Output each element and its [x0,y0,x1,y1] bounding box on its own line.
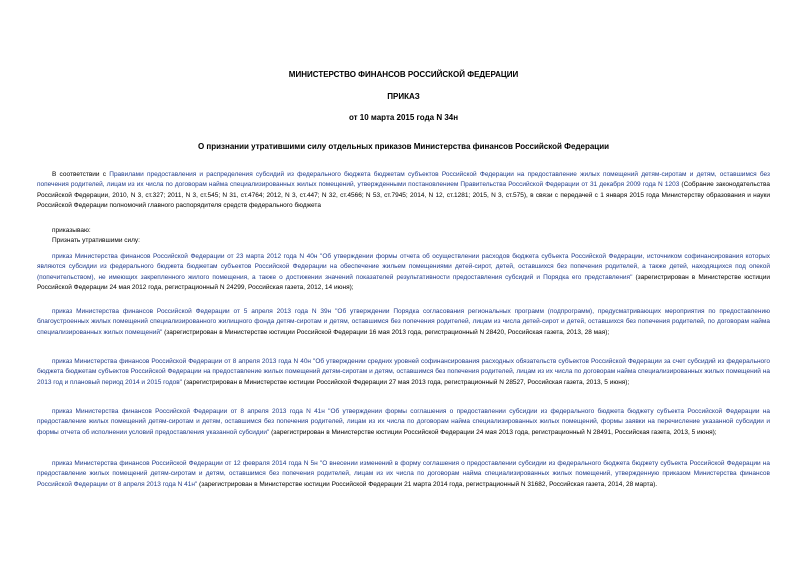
document-title: О признании утратившими силу отдельных приказов Министерства финансов Российской Федерации [197,142,610,151]
order-link[interactable]: приказ Министерства финансов Российской Федерации от 8 апреля 2013 года N 40н "Об утверждении средних уровней софинансирования расходных обязательств субъектов Российской Федерации за счет субсидий из федерального бюджета бюджетам субъектов Российской Федерации на предоставление жилых помещений детям-сиротам и детям, оставшимся без попечения родителей, лицам из их числа по договорам найма специализированных жилых помещений на 2013 год и плановый период 2014 и 2015 годов" [37,358,770,386]
order-details: (зарегистрирован в Министерстве юстиции Российской Федерации 24 мая 2013 года, регистрационный N 28491, Российская газета, 2013, 5 июня); [269,428,717,436]
order-link[interactable]: приказ Министерства финансов Российской Федерации от 12 февраля 2014 года N 5н "О внесении изменений в форму соглашения о предоставлении субсидии из федерального бюджета бюджету субъекта Российской Федерации на предоставление жилых помещений детям-сиротам и детям, оставшимся без попечения родителей, лицам из их числа по договорам найма специализированных жилых помещений, утвержденную приказом Министерства финансов Российской Федерации от 8 апреля 2013 года N 41н" [37,460,770,488]
rules-link[interactable]: Правилами предоставления и распределения субсидий из федерального бюджета бюджетам субъектов Российской Федерации на предоставление жилых помещений детям-сиротам и детям, оставшимся без попечения родителей, лицам из их числа по договорам найма специализированных жилых помещений, утвержденными постановлением Правительства Российской Федерации от 31 декабря 2009 года N 1203 [37,171,771,189]
list-item [37,307,770,338]
preamble-text-end: (Собрание законодательства Российской Федерации, 2010, N 3, ст.327; 2011, N 3, ст.545; N 31, ст.4764; 2012, N 3, ст.447; N 32, ст.4566; N 53, ст.7945; 2014, N 12, ст.1281; 2015, N 3, ст.575), в связи с передачей с 1 января 2015 года Министерству образования и науки Российской Федерации полномочий главного распорядителя средств федерального бюджета [37,181,770,209]
ministry-heading: МИНИСТЕРСТВО ФИНАНСОВ РОССИЙСКОЙ ФЕДЕРАЦИИ [288,70,519,79]
orders-text: приказываю: [52,227,91,234]
list-item [37,459,770,490]
doc-type-heading: ПРИКАЗ [387,92,420,101]
order-details: (зарегистрирован в Министерстве юстиции Российской Федерации 27 мая 2013 года, регистрационный N 28527, Российская газета, 2013, 5 июня); [181,378,630,386]
order-link[interactable]: приказ Министерства финансов Российской Федерации от 8 апреля 2013 года N 41н "Об утверждении формы соглашения о предоставлении субсидии из федерального бюджета бюджету субъекта Российской Федерации на предоставление жилых помещений детям-сиротам и детям, оставшимся без попечения родителей, лицам из их числа по договорам найма специализированных жилых помещений, формы заявки на перечисление указанной субсидии и формы отчета об исполнении условий предоставления указанной субсидии" [37,408,770,436]
list-item [37,357,770,388]
preamble-paragraph [37,170,770,211]
preamble-text-start: В соответствии с [52,171,110,178]
date-number-heading: от 10 марта 2015 года N 34н [348,113,459,122]
order-details: (зарегистрирован в Министерстве юстиции Российской Федерации 24 мая 2012 года, регистрационный N 24299, Российская газета, 2012, 14 июня); [37,273,771,291]
list-item [37,252,770,293]
order-link[interactable]: приказ Министерства финансов Российской Федерации от 23 марта 2012 года N 40н "Об утверждении формы отчета об осуществлении расходов бюджета субъекта Российской Федерации, источником софинансирования которых являются субсидии из федерального бюджета бюджетам субъектов Российской Федерации на обеспечение жильем помещениями детей-сирот, детей, оставшихся без попечения родителей, а также детей, находящихся под опекой (попечительством), не имеющих закрепленного жилого помещения, а также о достижении значений показателей результативности предоставления субсидий и Порядка его представления" [37,253,770,281]
order-details: (зарегистрирован в Министерстве юстиции Российской Федерации 21 марта 2014 года, регистрационный N 31682, Российская газета, 2014, 28 марта). [197,480,658,488]
order-details: (зарегистрирован в Министерстве юстиции Российской Федерации 16 мая 2013 года, регистрационный N 28420, Российская газета, 2013, 28 мая); [162,328,610,336]
list-item [37,407,770,438]
order-link[interactable]: приказ Министерства финансов Российской Федерации от 5 апреля 2013 года N 39н "Об утверждении Порядка согласования региональных программ (подпрограмм), предусматривающих мероприятия по предоставлению благоустроенных жилых помещений специализированного жилищного фонда детям-сиротам и детям, оставшимся без попечения родителей, лицам из числа детей-сирот и детей, оставшихся без попечения родителей, по договорам найма специализированных жилых помещений" [37,308,770,336]
recognize-text: Признать утратившими силу: [52,237,140,244]
